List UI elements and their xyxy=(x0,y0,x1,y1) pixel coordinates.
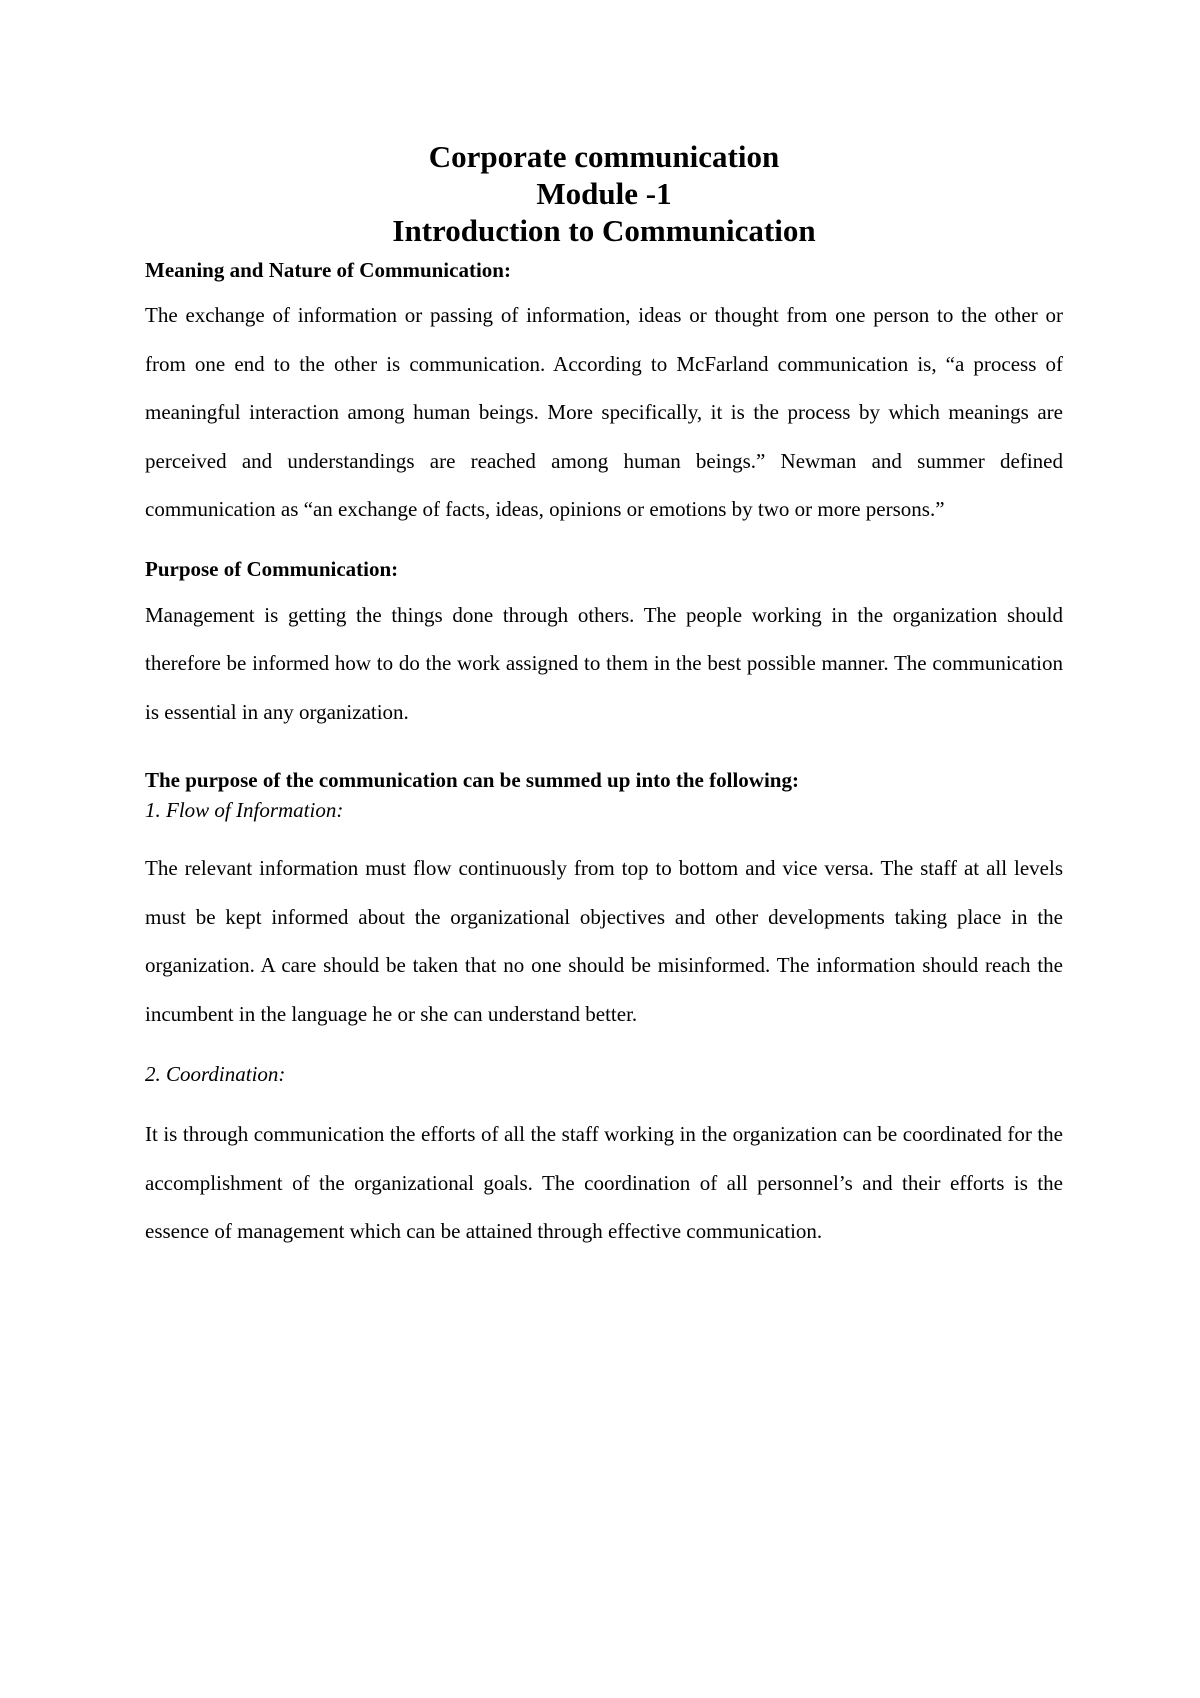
coordination-paragraph: It is through communication the efforts of all the staff working in the organization can be coordinated for the accomplishment of the organizational goals. The coordination of all personnel’s and their efforts is the essence of management which can be attained through effective communication. xyxy=(145,1122,1063,1243)
meaning-paragraph: The exchange of information or passing of information, ideas or thought from one person to the other or from one end to the other is communication. According to McFarland communication is, “a process of meaningful interaction among human beings. More specifically, it is the process by which meanings are perceived and understandings are reached among human beings.” Newman and summer defined communication as “an exchange of facts, ideas, opinions or emotions by two or more persons.” xyxy=(145,303,1063,521)
document-title: Corporate communication xyxy=(428,139,780,174)
document-page xyxy=(145,138,1063,1256)
flow-heading: 1. Flow of Information: xyxy=(145,798,344,822)
summary-heading: The purpose of the communication can be summed up into the following: xyxy=(145,768,799,792)
purpose-heading: Purpose of Communication: xyxy=(145,556,399,581)
module-label: Module -1 xyxy=(536,176,672,211)
flow-paragraph: The relevant information must flow continuously from top to bottom and vice versa. The staff at all levels must be kept informed about the organizational objectives and other developments taking place in the organization. A care should be taken that no one should be misinformed. The information should reach the incumbent in the language he or she can understand better. xyxy=(145,856,1063,1026)
meaning-heading: Meaning and Nature of Communication: xyxy=(145,258,511,282)
title-block xyxy=(145,138,1063,249)
purpose-paragraph: Management is getting the things done through others. The people working in the organization should therefore be informed how to do the work assigned to them in the best possible manner. The communication is essential in any organization. xyxy=(145,602,1063,724)
coordination-heading: 2. Coordination: xyxy=(145,1062,286,1086)
document-subtitle: Introduction to Communication xyxy=(392,213,816,248)
